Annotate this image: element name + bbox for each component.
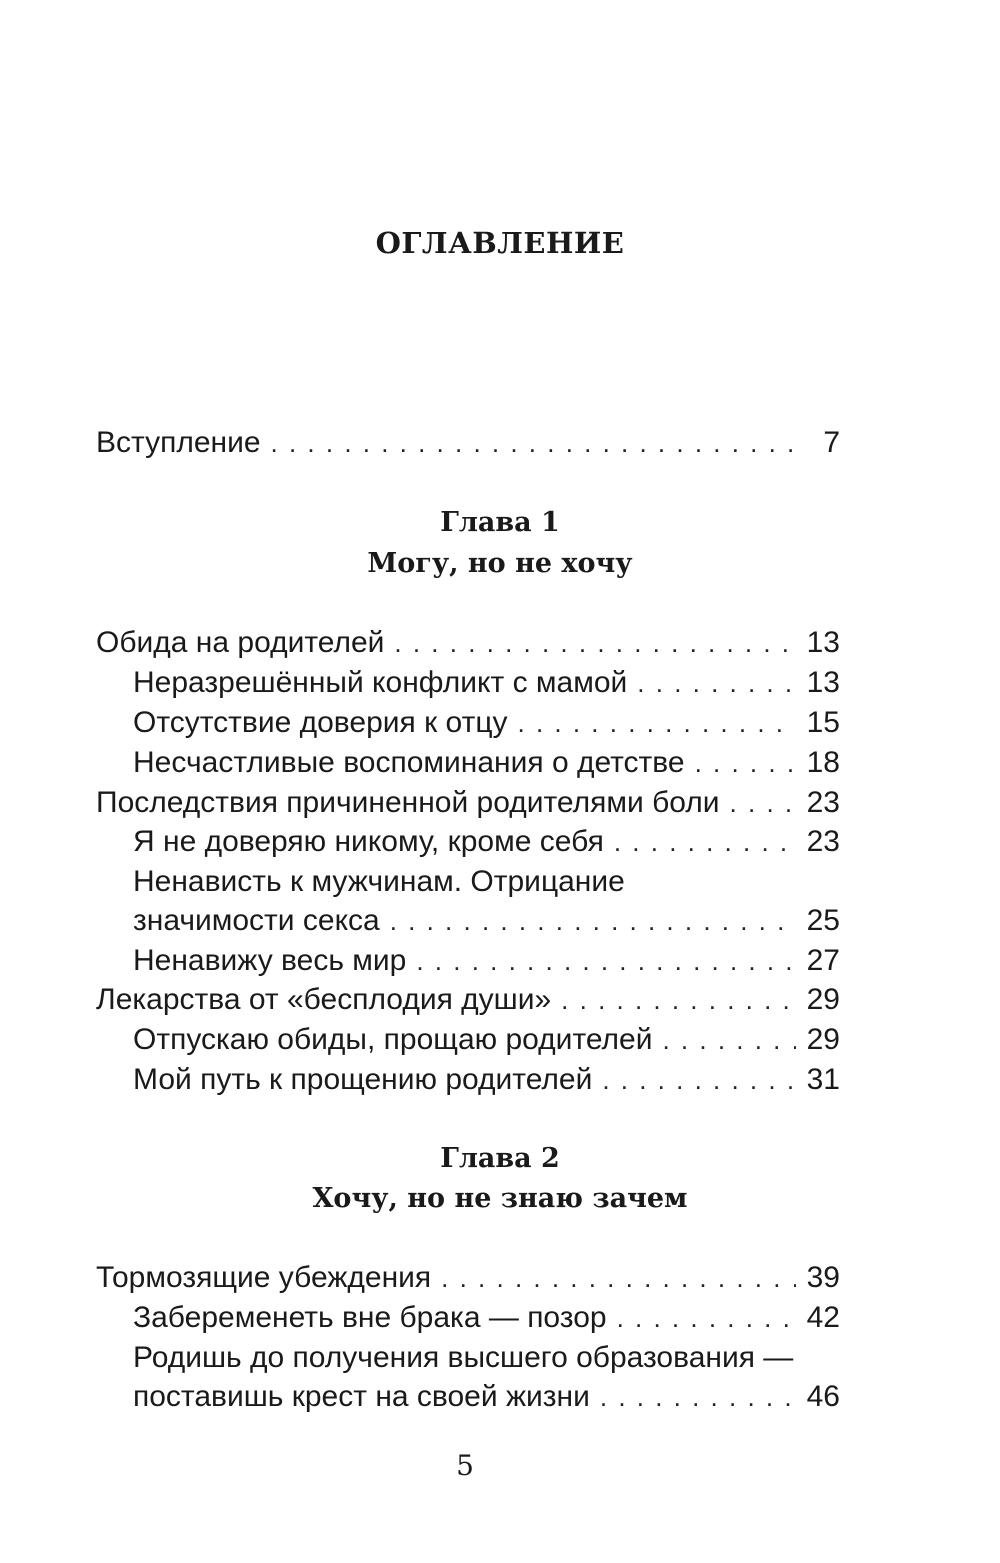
leader-dots (561, 981, 796, 1019)
toc-subentry[interactable] (133, 664, 840, 702)
toc-entry-page: 18 (806, 746, 840, 779)
toc-subentry[interactable] (133, 823, 840, 861)
toc-entry-text: Отпускаю обиды, прощаю родителей (133, 1023, 653, 1056)
leader-dots (695, 744, 796, 782)
toc-subentry[interactable] (133, 942, 840, 980)
leader-dots (441, 1259, 796, 1297)
toc-entry[interactable] (96, 624, 840, 662)
toc-subentry-wrapped-line[interactable]: Родишь до получения высшего образования — (133, 1341, 794, 1374)
leader-dots (602, 1061, 796, 1099)
leader-dots (637, 664, 796, 702)
leader-dots (394, 624, 796, 662)
toc-entry-text: Отсутствие доверия к отцу (133, 706, 508, 739)
toc-entry-text: Ненавижу весь мир (133, 944, 407, 977)
toc-entry-text: Неразрешённый конфликт с мамой (133, 666, 628, 699)
leader-dots (730, 784, 796, 822)
toc-entry-text: Тормозящие убеждения (96, 1261, 432, 1294)
toc-entry-text: Несчастливые воспоминания о детстве (133, 746, 685, 779)
toc-entry-page: 23 (806, 786, 840, 819)
leader-dots (271, 424, 796, 462)
toc-entry-page: 13 (806, 626, 840, 659)
toc-entry[interactable] (96, 1259, 840, 1297)
leader-dots (518, 704, 796, 742)
leader-dots (614, 823, 796, 861)
toc-subentry[interactable] (133, 1299, 840, 1337)
leader-dots (617, 1299, 796, 1337)
toc-subentry[interactable] (133, 1021, 840, 1059)
toc-entry-intro[interactable] (96, 424, 840, 462)
toc-entry-text: поставишь крест на своей жизни (133, 1380, 590, 1413)
page-title: ОГЛАВЛЕНИЕ (375, 226, 625, 260)
toc-subentry[interactable] (133, 1378, 840, 1416)
toc-entry-text: Последствия причиненной родителями боли (96, 786, 720, 819)
toc-subentry[interactable] (133, 744, 840, 782)
toc-entry-page: 13 (806, 666, 840, 699)
toc-entry-text: Мой путь к прощению родителей (133, 1063, 593, 1096)
toc-entry-text: Вступление (96, 426, 261, 459)
toc-subentry[interactable] (133, 1061, 840, 1099)
chapter-2-label: Глава 2 (440, 1143, 560, 1174)
toc-subentry[interactable] (133, 704, 840, 742)
chapter-2-title: Хочу, но не знаю зачем (312, 1183, 688, 1214)
toc-subentry-wrapped-line[interactable]: Ненависть к мужчинам. Отрицание (133, 865, 625, 898)
chapter-1-label: Глава 1 (440, 507, 560, 538)
toc-entry[interactable] (96, 981, 840, 1019)
toc-entry-text: Забеременеть вне брака — позор (133, 1301, 607, 1334)
chapter-1-title: Могу, но не хочу (367, 548, 633, 579)
toc-subentry[interactable] (133, 902, 840, 940)
toc-entry-page: 23 (806, 825, 840, 858)
leader-dots (390, 902, 796, 940)
toc-entry-page: 15 (806, 706, 840, 739)
toc-entry-page: 29 (806, 983, 840, 1016)
toc-entry[interactable] (96, 784, 840, 822)
page-number: 5 (456, 1449, 474, 1482)
leader-dots (600, 1378, 796, 1416)
toc-entry-text: Лекарства от «бесплодия души» (96, 983, 552, 1016)
toc-entry-page: 27 (806, 944, 840, 977)
toc-entry-text: значимости секса (133, 904, 380, 937)
toc-entry-page: 7 (823, 426, 840, 459)
leader-dots (662, 1021, 796, 1059)
toc-entry-page: 29 (806, 1023, 840, 1056)
toc-entry-page: 25 (806, 904, 840, 937)
toc-entry-page: 46 (806, 1380, 840, 1413)
toc-entry-text: Обида на родителей (96, 626, 385, 659)
leader-dots (416, 942, 796, 980)
toc-entry-page: 42 (806, 1301, 840, 1334)
toc-entry-page: 39 (806, 1261, 840, 1294)
toc-entry-text: Я не доверяю никому, кроме себя (133, 825, 604, 858)
toc-entry-page: 31 (806, 1063, 840, 1096)
